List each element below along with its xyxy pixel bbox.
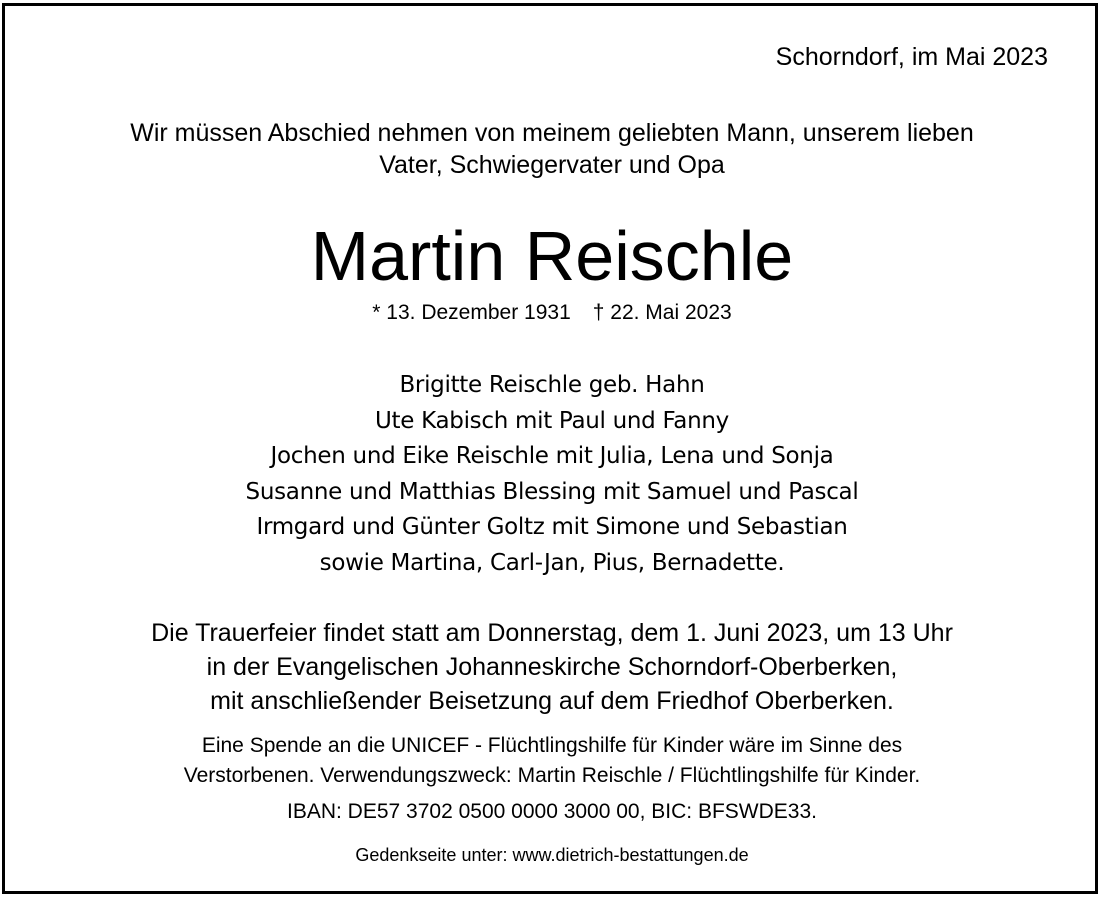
place-date: Schorndorf, im Mai 2023 xyxy=(775,43,1048,71)
donation-line: Verstorbenen. Verwendungszweck: Martin Reischle / Flüchtlingshilfe für Kinder. xyxy=(183,764,921,787)
intro-line: Vater, Schwiegervater und Opa xyxy=(379,151,725,179)
service-line: mit anschließender Beisetzung auf dem Friedhof Oberberken. xyxy=(210,687,894,715)
intro-text xyxy=(0,117,1104,181)
birth-date: * 13. Dezember 1931 xyxy=(372,301,571,324)
mourner-line: Brigitte Reischle geb. Hahn xyxy=(399,372,705,398)
bank-details: IBAN: DE57 3702 0500 0000 3000 00, BIC: BFSWDE33. xyxy=(287,800,817,823)
donation-info xyxy=(0,731,1104,791)
mourner-line: Jochen und Eike Reischle mit Julia, Lena und Sonja xyxy=(270,443,834,469)
mourner-line: sowie Martina, Carl-Jan, Pius, Bernadette. xyxy=(319,549,785,576)
service-line: Die Trauerfeier findet statt am Donnerstag, dem 1. Juni 2023, um 13 Uhr xyxy=(151,619,953,647)
death-date: † 22. Mai 2023 xyxy=(592,301,732,324)
intro-line: Wir müssen Abschied nehmen von meinem geliebten Mann, unserem lieben xyxy=(130,119,974,147)
mourner-line: Irmgard und Günter Goltz mit Simone und Sebastian xyxy=(256,514,848,540)
mourner-line: Ute Kabisch mit Paul und Fanny xyxy=(375,407,729,434)
mourner-line: Susanne und Matthias Blessing mit Samuel und Pascal xyxy=(245,478,859,505)
memorial-page-link: Gedenkseite unter: www.dietrich-bestattungen.de xyxy=(355,845,749,865)
donation-line: Eine Spende an die UNICEF - Flüchtlingshilfe für Kinder wäre im Sinne des xyxy=(201,734,903,757)
mourners-list xyxy=(0,368,1104,581)
deceased-name: Martin Reischle xyxy=(310,217,794,295)
funeral-service-info xyxy=(0,616,1104,718)
life-dates xyxy=(0,299,1104,327)
service-line: in der Evangelischen Johanneskirche Schorndorf-Oberberken, xyxy=(206,653,898,681)
